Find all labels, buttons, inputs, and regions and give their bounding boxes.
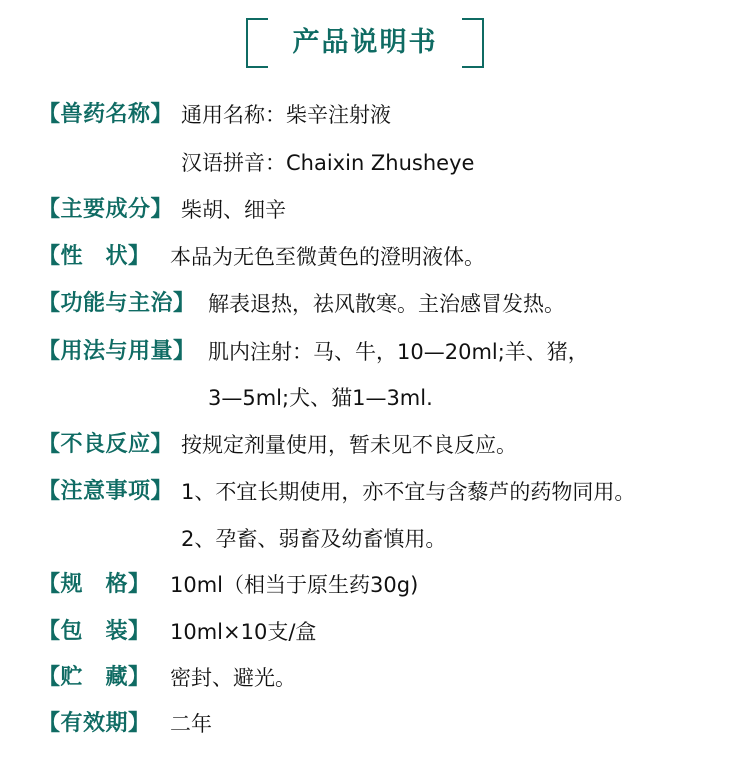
value-pinyin: 汉语拼音：Chaixin Zhusheye — [181, 151, 475, 175]
value-precautions-line2: 2、孕畜、弱畜及幼畜慎用。 — [181, 527, 447, 551]
label-validity: 【有效期】 — [38, 711, 151, 736]
value-precautions-line1: 1、不宜长期使用，亦不宜与含藜芦的药物同用。 — [181, 480, 636, 504]
label-function: 【功能与主治】 — [38, 291, 196, 316]
value-usage-line1: 肌内注射：马、牛，10—20ml;羊、猪， — [208, 340, 589, 364]
label-vet-drug-name: 【兽药名称】 — [38, 102, 174, 127]
value-ingredients: 柴胡、细辛 — [181, 198, 286, 222]
row-vet-drug-name — [0, 99, 730, 131]
row-validity — [0, 708, 730, 740]
label-appearance: 【性 状】 — [38, 244, 151, 269]
row-storage — [0, 662, 730, 694]
label-precautions: 【注意事项】 — [38, 479, 174, 504]
label-adverse-reactions: 【不良反应】 — [38, 432, 174, 457]
value-common-name: 通用名称：柴辛注射液 — [181, 103, 391, 127]
label-ingredients: 【主要成分】 — [38, 197, 174, 222]
row-appearance — [0, 241, 730, 273]
title-frame — [246, 18, 484, 68]
value-package: 10ml×10支/盒 — [170, 620, 317, 644]
page-title: 产品说明书 — [292, 27, 438, 58]
row-adverse — [0, 429, 730, 461]
value-appearance: 本品为无色至微黄色的澄明液体。 — [170, 245, 485, 269]
label-specification: 【规 格】 — [38, 572, 151, 597]
label-storage: 【贮 藏】 — [38, 665, 151, 690]
label-package: 【包 装】 — [38, 619, 151, 644]
row-pinyin — [0, 147, 730, 179]
value-function: 解表退热，祛风散寒。主治感冒发热。 — [208, 292, 565, 316]
value-storage: 密封、避光。 — [170, 666, 296, 690]
value-specification: 10ml（相当于原生药30g) — [170, 573, 419, 597]
row-precautions — [0, 476, 730, 508]
label-usage: 【用法与用量】 — [38, 339, 196, 364]
row-function — [0, 288, 730, 320]
value-validity: 二年 — [170, 712, 212, 736]
row-usage — [0, 336, 730, 368]
row-package — [0, 616, 730, 648]
row-precautions-cont — [0, 523, 730, 555]
value-usage-line2: 3—5ml;犬、猫1—3ml. — [208, 386, 433, 410]
row-usage-cont — [0, 382, 730, 414]
row-spec — [0, 569, 730, 601]
value-adverse-reactions: 按规定剂量使用，暂未见不良反应。 — [181, 433, 517, 457]
row-ingredients — [0, 194, 730, 226]
